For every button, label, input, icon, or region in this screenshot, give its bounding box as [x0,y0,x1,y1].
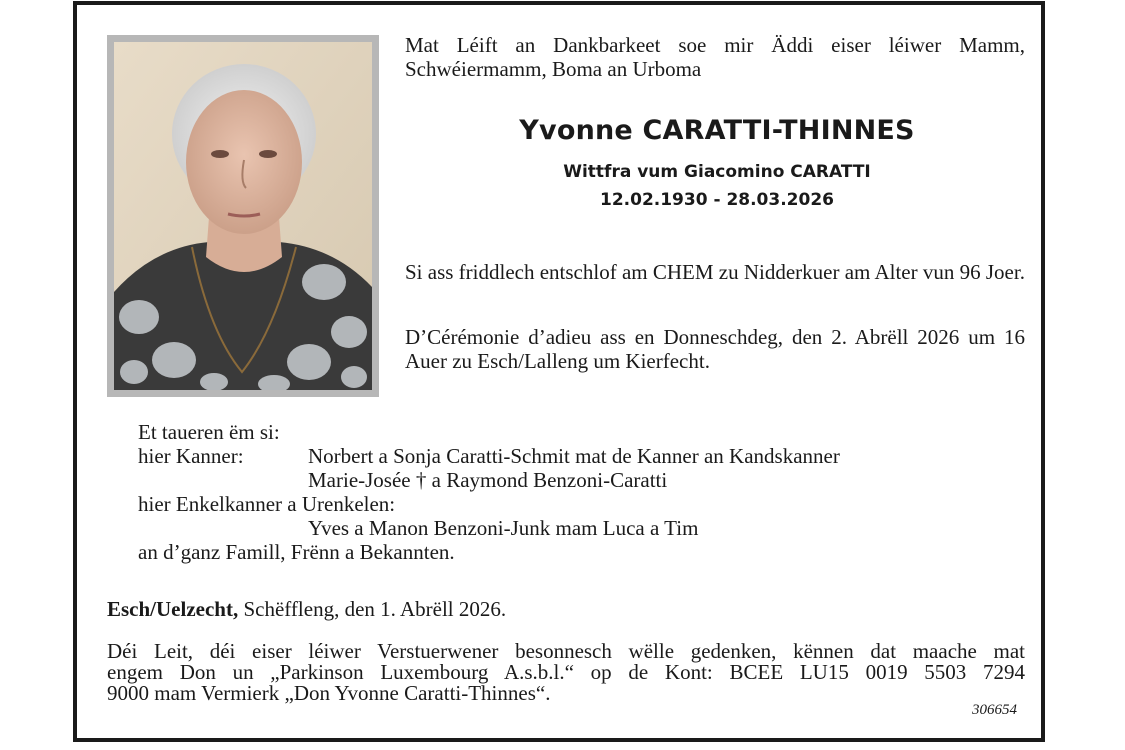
donation-line: engem Don un „Parkinson Luxembourg A.s.b.l.“ op de Kont: BCEE LU15 0019 5503 7294 [107,660,1025,684]
donation-line: 9000 mam Vermierk „Don Yvonne Caratti-Thinnes“. [107,681,551,705]
deceased-name: Yvonne CARATTI-THINNES [519,115,915,146]
grandchild-entry: Yves a Manon Benzoni-Junk mam Luca a Tim [308,516,699,540]
child-entry: Marie-Josée † a Raymond Benzoni-Caratti [308,468,668,492]
mourners-section [138,420,998,564]
grandchildren-label: hier Enkelkanner a Urenkelen: [138,492,396,516]
child-entry: Norbert a Sonja Caratti-Schmit mat de Kanner an Kandskanner [308,444,840,468]
mourners-heading: Et taueren ëm si: [138,420,280,444]
donation-line: Déi Leit, déi eiser léiwer Verstuerwener besonnesch wëlle gedenken, kënnen dat maache mat [107,639,1025,663]
mourners-closing: an d’ganz Famill, Frënn a Bekannten. [138,540,455,564]
donation-note [107,641,1025,704]
portrait-photo [114,42,372,390]
signoff-place: Esch/Uelzecht, [107,597,239,621]
death-notice [73,1,1045,742]
life-dates: 12.02.1930 - 28.03.2026 [600,190,834,210]
signoff-date: Schëffleng, den 1. Abrëll 2026. [238,597,507,621]
passing-paragraph: Si ass friddlech entschlof am CHEM zu Nidderkuer am Alter vun 96 Joer. [405,260,1025,284]
reference-number: 306654 [972,702,1017,718]
intro-text: Mat Léift an Dankbarkeet soe mir Äddi eiser léiwer Mamm, Schwéiermamm, Boma an Urboma [405,33,1025,81]
widow-of: Wittfra vum Giacomino CARATTI [563,162,871,182]
portrait-frame [107,35,379,397]
ceremony-paragraph: D’Cérémonie d’adieu ass en Donneschdeg, den 2. Abrëll 2026 um 16 Auer zu Esch/Lalleng um Kierfecht. [405,325,1025,373]
children-row [138,444,998,468]
signoff [107,597,506,621]
children-label: hier Kanner: [138,444,244,468]
